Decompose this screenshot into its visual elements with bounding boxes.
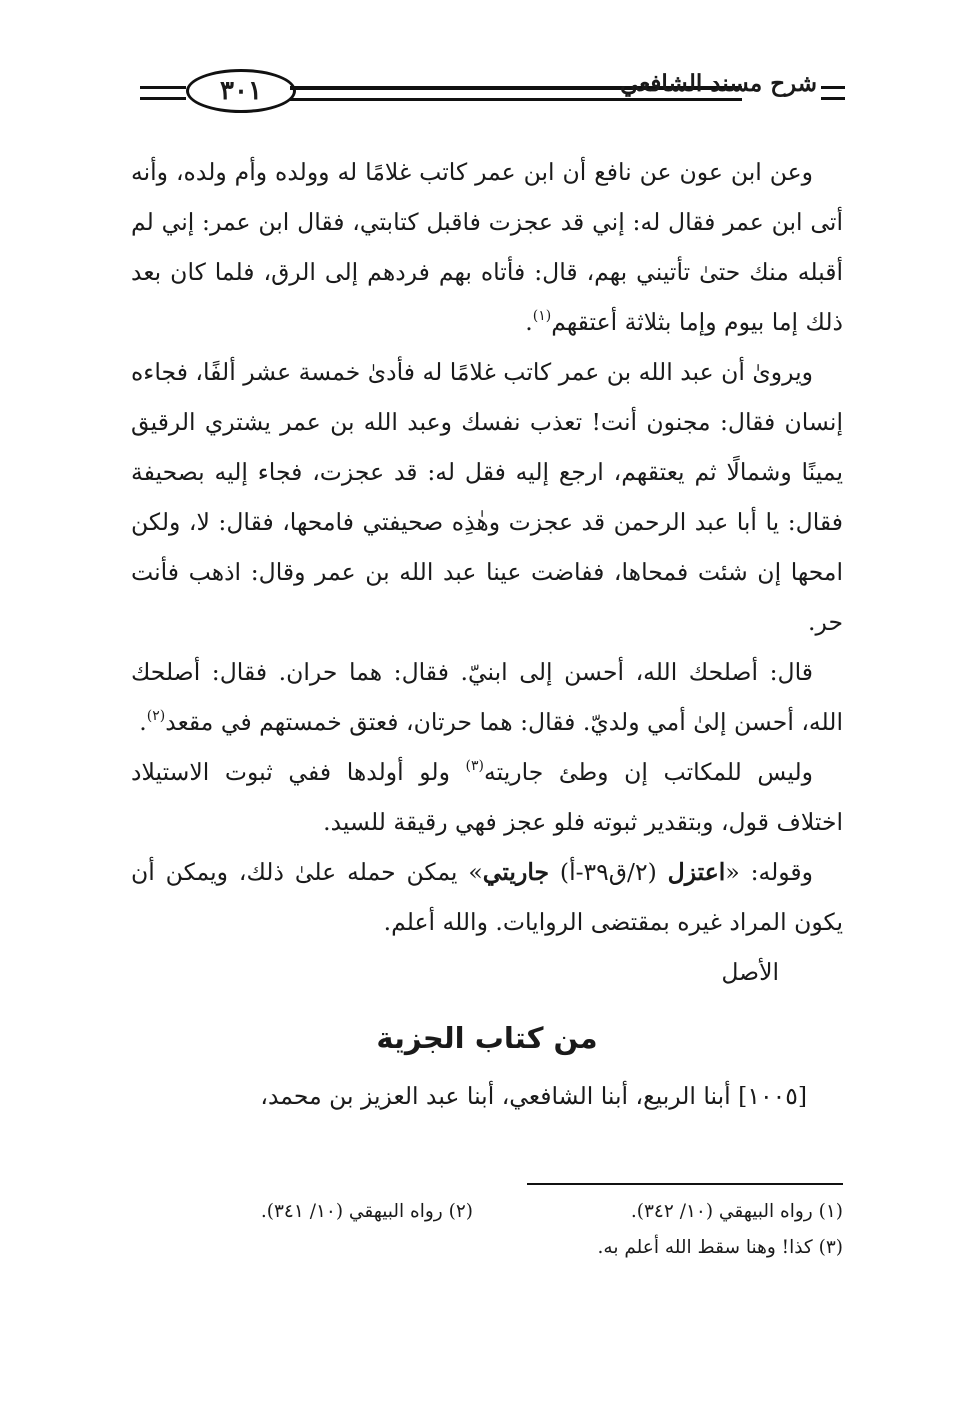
asl-label: الأصل [721,958,779,986]
footnote-ref-3[interactable]: (٣) [465,758,484,774]
footnote-ref-2[interactable]: (٢) [146,708,166,724]
footnote-row-1 [131,1194,843,1230]
header-rule-right [821,86,845,100]
footnote-1: (١) رواه البيهقي (١٠/ ٣٤٢). [630,1201,843,1222]
footnote-ref-1[interactable]: (١) [532,308,552,324]
hadith-1005: [١٠٠٥] أبنا الربيع، أبنا الشافعي، أبنا عبد العزيز بن محمد، [260,1082,807,1110]
footnote-separator [527,1183,843,1185]
paragraph-1-end: . [525,308,533,336]
footnotes [131,1194,843,1266]
footnote-3: (٣) كذا! وهنا سقط الله أعلم به. [597,1237,843,1258]
paragraph-4-text-b: ولو أولدها ففي ثبوت الاستيلاد اختلاف قول، وبتقدير ثبوته فلو عجز فهي رقيقة للسيد. [131,758,843,836]
paragraph-5-text-a: وقوله: « [725,858,813,886]
paragraph-2: ويروىٰ أن عبد الله بن عمر كاتب غلامًا له فأدىٰ خمسة عشر ألفًا، فجاءه إنسان فقال: مجنون أنت! تعذب نفسك وعبد الله بن عمر يشتري الرقيق يمينًا وشمالًا ثم يعتقهم، ارجع إليه فقل له: قد عجزت، فجاء إليه بصحيفة فقال: يا أبا عبد الرحمن قد عجزت وهٰذِه صحيفتي فامحها، فقال: لا، ولكن امحها إن شئت فمحاها، ففاضت عينا عبد الله بن عمر وقال: اذهب فأنت حر. [131,358,843,636]
paragraph-5 [131,847,843,947]
footnote-2: (٢) رواه البيهقي (١٠/ ٣٤١). [260,1201,473,1222]
running-title: شرح مسند الشافعي [620,70,817,97]
running-header [140,66,845,116]
quoted-word-2: جاريتي [482,858,550,886]
paragraph-3 [131,647,843,747]
paragraph-3-end: . [139,708,147,736]
paragraph-1-text: وعن ابن عون عن نافع أن ابن عمر كاتب غلامًا له وولده وأم ولده، وأنه أتى ابن عمر فقال له: إني قد عجزت فاقبل كتابتي، فقال ابن عمر: إني لم أقبله منك حتىٰ تأتيني بهم، قال: فأتاه بهم فردهم إلى الرق، فلما كان بعد ذلك إما بيوم وإما بثلاثة أعتقهم [131,158,843,336]
main-text [131,147,843,1121]
footnote-row-2 [131,1230,843,1266]
manuscript-ref: (٢/ق٣٩-أ) [549,858,668,886]
paragraph-4-text-a: وليس للمكاتب إن وطئ جاريته [484,758,813,786]
quoted-word-1: اعتزل [667,858,726,886]
paragraph-1 [131,147,843,347]
paragraph-4 [131,747,843,847]
paragraph-3-text: قال: أصلحك الله، أحسن إلى ابنيّ. فقال: هما حران. فقال: أصلحك الله، أحسن إلىٰ أمي ولديّ. فقال: هما حرتان، فعتق خمستهم في مقعد [131,658,843,736]
page-number: ٣٠١ [186,69,296,113]
section-title: من كتاب الجزية [376,1021,598,1055]
header-rule-left [140,86,186,100]
paragraph-5-text-b: » يمكن حمله علىٰ ذلك، ويمكن أن يكون المراد غيره بمقتضى الروايات. والله أعلم. [131,858,843,936]
